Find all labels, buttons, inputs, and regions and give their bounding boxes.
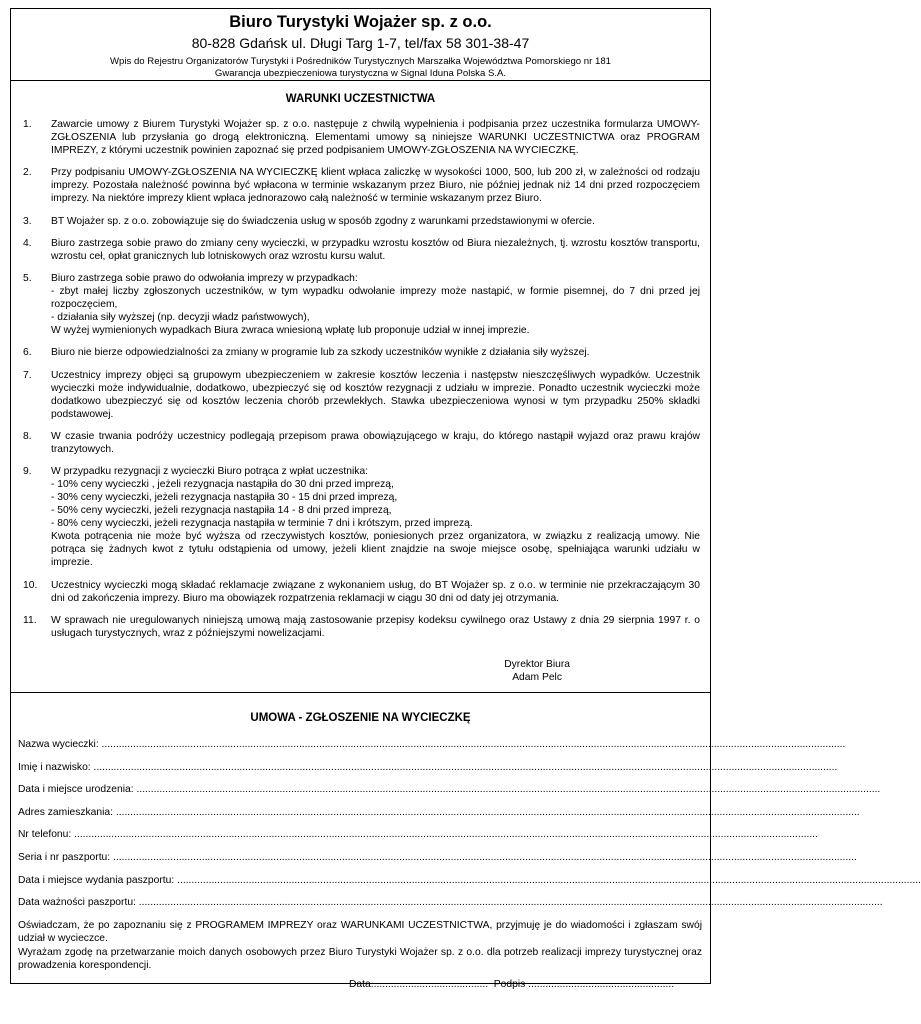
form-field-input[interactable]: .................................................................................................................................................................................................................................................................... [71,829,818,841]
condition-text: Przy podpisaniu UMOWY-ZGŁOSZENIA NA WYCIECZKĘ klient wpłaca zaliczkę w wysokości 1000, 500, lub 200 zł, w zależności od rodzaju imprezy. Pozostała należność powinna być wpłacona w terminie wskazanym przez Biuro, nie później jednak niż 14 dni przed rozpoczęciem imprezy. Na niektóre imprezy klient wpłaca jednorazowo całą należność w terminie wskazanym przez Biuro. [51,167,700,205]
condition-text: Uczestnicy imprezy objęci są grupowym ubezpieczeniem w zakresie kosztów leczenia i następstw nieszczęśliwych wypadków. Uczestnik wycieczki może indywidualnie, dodatkowo, ubezpieczyć się od kosztów rezygnacji z udziału w imprezie. Ponadto uczestnik wycieczki może dodatkowo ubezpieczyć się od kosztów leczenia chorób przewlekłych. Stawka ubezpieczeniowa wynosi w tym przypadku 250% składki podstawowej. [51,369,700,420]
form-field-input[interactable]: .................................................................................................................................................................................................................................................................... [98,739,846,750]
condition-text: W czasie trwania podróży uczestnicy podlegają przepisom prawa obowiązującego w kraju, do którego nastąpił wyjazd oraz prawu krajów tranzytowych. [51,431,700,456]
header-divider [11,80,710,81]
condition-text: Biuro zastrzega sobie prawo do odwołania imprezy w przypadkach: - zbyt małej liczby zgłoszonych uczestników, w tym wypadku odwołanie imprezy może nastąpić, w formie pisemnej, do 7 dni przed jej rozpoczęciem, - działania siły wyższej (np. decyzji władz państwowych), W wyżej wymienionych wypadkach Biura zwraca wniesioną wpłatę lub proponuje udział w innej imprezie. [51,273,700,337]
registration-form [18,738,921,919]
director-signature [504,658,570,684]
condition-text: W przypadku rezygnacji z wycieczki Biuro potrąca z wpłat uczestnika: - 10% ceny wycieczki , jeżeli rezygnacja nastąpiła do 30 dni przed imprezą, - 30% ceny wycieczki, jeżeli rezygnacja nastąpiła 30 - 15 dni przed imprezą, - 50% ceny wycieczki, jeżeli rezygnacja nastąpiła 14 - 8 dni przed imprezą, - 80% ceny wycieczki, jeżeli rezygnacja nastąpiła w terminie 7 dni i krótszym, przed imprezą. Kwota potrącenia nie może być wyższa od rzeczywistych kosztów, poniesionych przez organizatora, w związku z realizacją umowy. Nie potrąca się żadnych kwot z tytułu odstąpienia od umowy, jeżeli klient znajdzie na swoje miejsce osobę, spełniająca warunki udziału w imprezie. [51,466,700,569]
signature-title: Dyrektor Biura [504,659,570,670]
form-field[interactable] [18,806,860,829]
condition-item [21,465,700,569]
form-field[interactable] [18,874,921,897]
declaration-data-consent: Wyrażam zgodę na przetwarzanie moich danych osobowych przez Biuro Turystyki Wojażer sp. z o.o. dla potrzeb realizacji imprezy turystycznej oraz prowadzenia korespondencji. [18,947,702,971]
condition-item [21,118,700,157]
conditions-list [21,118,700,649]
form-field-label: Data i miejsce wydania paszportu: [18,874,175,886]
condition-text: Zawarcie umowy z Biurem Turystyki Wojażer sp. z o.o. następuje z chwilą wypełnienia i podpisania przez uczestnika formularza UMOWY-ZGŁOSZENIA lub przysłania go drogą elektroniczną. Elementami umowy są niniejsze WARUNKI UCZESTNICTWA oraz PROGRAM IMPREZY, z którymi uczestnik powinien zapoznać się przed podpisaniem UMOWY-ZGŁOSZENIA NA WYCIECZKĘ. [51,119,700,156]
condition-number: 7. [23,369,32,381]
condition-item [21,346,700,359]
condition-item [21,369,700,421]
form-field-label: Nr telefonu: [18,829,72,841]
condition-item [21,215,700,228]
declarations [18,919,702,973]
form-title: UMOWA - ZGŁOSZENIE NA WYCIECZKĘ [250,712,471,724]
condition-item [21,166,700,205]
condition-number: 6. [23,347,32,359]
form-field[interactable] [18,783,881,806]
form-field-label: Adres zamieszkania: [18,806,113,818]
section-divider [11,692,710,693]
form-field-input[interactable]: .................................................................................................................................................................................................................................................................... [174,874,921,886]
condition-number: 9. [23,466,32,478]
form-field[interactable] [18,761,838,784]
condition-text: Biuro nie bierze odpowiedzialności za zmiany w programie lub za szkody uczestników wynikłe z działania siły wyższej. [51,347,590,359]
condition-item [21,430,700,456]
condition-number: 10. [23,579,38,591]
declaration-acceptance: Oświadczam, że po zapoznaniu się z PROGRAMEM IMPREZY oraz WARUNKAMI UCZESTNICTWA, przyjmuję je do wiadomości i zgłaszam swój udział w wycieczce. [18,920,702,944]
insurance-info: Gwarancja ubezpieczeniowa turystyczna w Signal Iduna Polska S.A. [214,68,507,79]
form-field[interactable] [18,851,857,874]
form-field[interactable] [18,738,846,761]
condition-item [21,237,700,263]
form-field-input[interactable]: .................................................................................................................................................................................................................................................................... [110,851,857,863]
form-field-input[interactable]: .................................................................................................................................................................................................................................................................... [135,897,883,909]
signature-field[interactable]: ................................................... [528,979,675,990]
registry-info: Wpis do Rejestru Organizatorów Turystyki i Pośredników Turystycznych Marszałka Województwa Pomorskiego nr 181 [109,56,611,67]
form-field-label: Data i miejsce urodzenia: [18,784,134,796]
condition-number: 2. [23,167,32,179]
condition-text: BT Wojażer sp. z o.o. zobowiązuje się do świadczenia usług w sposób zgodny z warunkami przedstawionymi w ofercie. [51,215,595,227]
company-name: Biuro Turystyki Wojażer sp. z o.o. [229,13,492,31]
form-field-input[interactable]: .................................................................................................................................................................................................................................................................... [90,761,838,773]
form-field-label: Nazwa wycieczki: [18,739,99,750]
condition-number: 5. [23,273,32,285]
condition-number: 11. [23,614,37,626]
condition-item [21,272,700,337]
form-field-label: Data ważności paszportu: [18,897,136,909]
condition-item [21,614,700,640]
form-field-input[interactable]: .................................................................................................................................................................................................................................................................... [133,784,881,796]
form-field-input[interactable]: .................................................................................................................................................................................................................................................................... [113,806,860,818]
condition-text: Uczestnicy wycieczki mogą składać reklamacje związane z wykonaniem usług, do BT Wojażer sp. z o.o. w terminie nie przekraczającym 30 dni od zakończenia imprezy. Biuro ma obowiązek rozpatrzenia reklamacji w ciągu 30 dni od daty jej otrzymania. [51,579,700,604]
condition-text: Biuro zastrzega sobie prawo do zmiany ceny wycieczki, w przypadku wzrostu kosztów od Biura niezależnych, tj. wzrostu kosztów transportu, wzrostu ceł, opłat granicznych lub lotniskowych oraz wzrostu kursu walut. [51,237,700,262]
condition-text: W sprawach nie uregulowanych niniejszą umową mają zastosowanie przepisy kodeksu cywilnego oraz Ustawy z dnia 29 sierpnia 1997 r. o usługach turystycznych, wraz z późniejszymi nowelizacjami. [51,614,700,639]
condition-number: 8. [23,431,32,443]
sign-label: Podpis [493,979,526,990]
letterhead [11,9,710,80]
form-field[interactable] [18,896,883,919]
signature-name: Adam Pelc [512,672,562,683]
document-page [10,8,921,990]
date-label: Data [349,979,371,990]
conditions-title: WARUNKI UCZESTNICTWA [285,93,436,105]
form-field-label: Imię i nazwisko: [18,761,91,773]
condition-number: 1. [23,119,32,130]
condition-number: 4. [23,237,32,249]
condition-item [21,579,700,605]
form-field[interactable] [18,828,818,851]
date-field[interactable]: ......................................... [370,979,489,990]
date-signature-line [349,978,674,991]
form-field-label: Seria i nr paszportu: [18,851,111,863]
condition-number: 3. [23,215,32,227]
company-address: 80-828 Gdańsk ul. Długi Targ 1-7, tel/fax 58 301-38-47 [191,35,530,51]
